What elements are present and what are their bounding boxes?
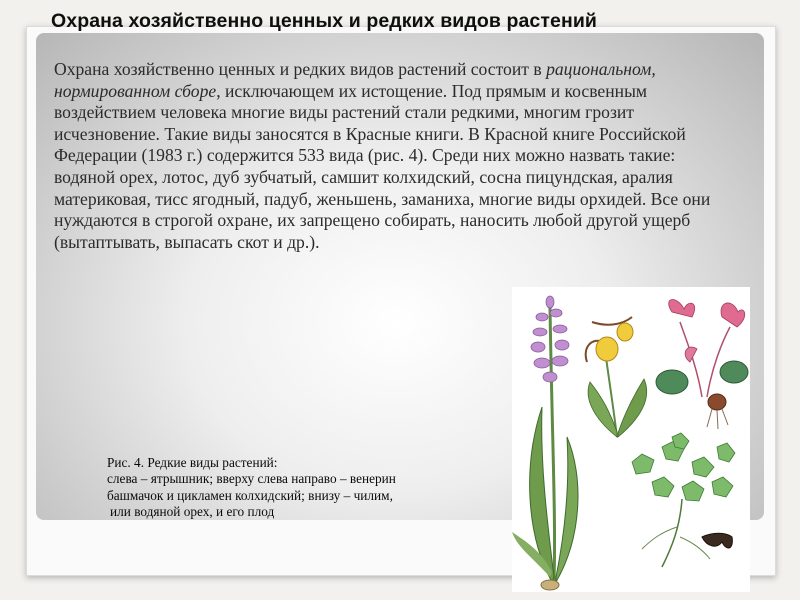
orchid-plant xyxy=(512,296,578,590)
caption-line: или водяной орех, и его плод xyxy=(110,504,275,520)
plants-illustration xyxy=(512,287,750,592)
body-paragraph xyxy=(54,59,734,253)
caption-line: Рис. 4. Редкие виды растений: xyxy=(107,455,278,470)
caption-line: слева – ятрышник; вверху слева направо – венерин xyxy=(107,471,396,487)
caption-line: башмачок и цикламен колхидский; внизу – чилим, xyxy=(107,487,393,503)
plants-drawing xyxy=(512,287,750,592)
figure-caption xyxy=(107,455,487,521)
body-text-part2: , исключающем их истощение. Под прямым и косвенным воздействием человека многие виды растений стали редкими, многим грозит исчезновение. Такие виды заносятся в Красные книги. В Красной книге Российской Федерации (1983 г.) содержится 533 вида (рис. 4). Среди них можно назвать такие: водяной орех, лотос, дуб зубчатый, самшит колхидский, сосна пицундская, аралия материковая, тисс ягодный, падуб, женьшень, заманиха, многие виды орхидей. Все они нуждаются в строгой охране, их запрещено собирать, наносить любой другой ущерб (вытаптывать, выпасать скот и др.). xyxy=(54,80,711,252)
cyclamen-plant xyxy=(656,300,748,429)
water-chestnut-plant xyxy=(632,433,735,567)
ladys-slipper-plant xyxy=(586,317,647,437)
page-title: Охрана хозяйственно ценных и редких видов растений xyxy=(51,10,598,32)
body-text-part1: Охрана хозяйственно ценных и редких видов растений состоит в xyxy=(54,59,547,79)
body-text-emphasis: рациональном, нормированном сборе xyxy=(54,59,656,101)
